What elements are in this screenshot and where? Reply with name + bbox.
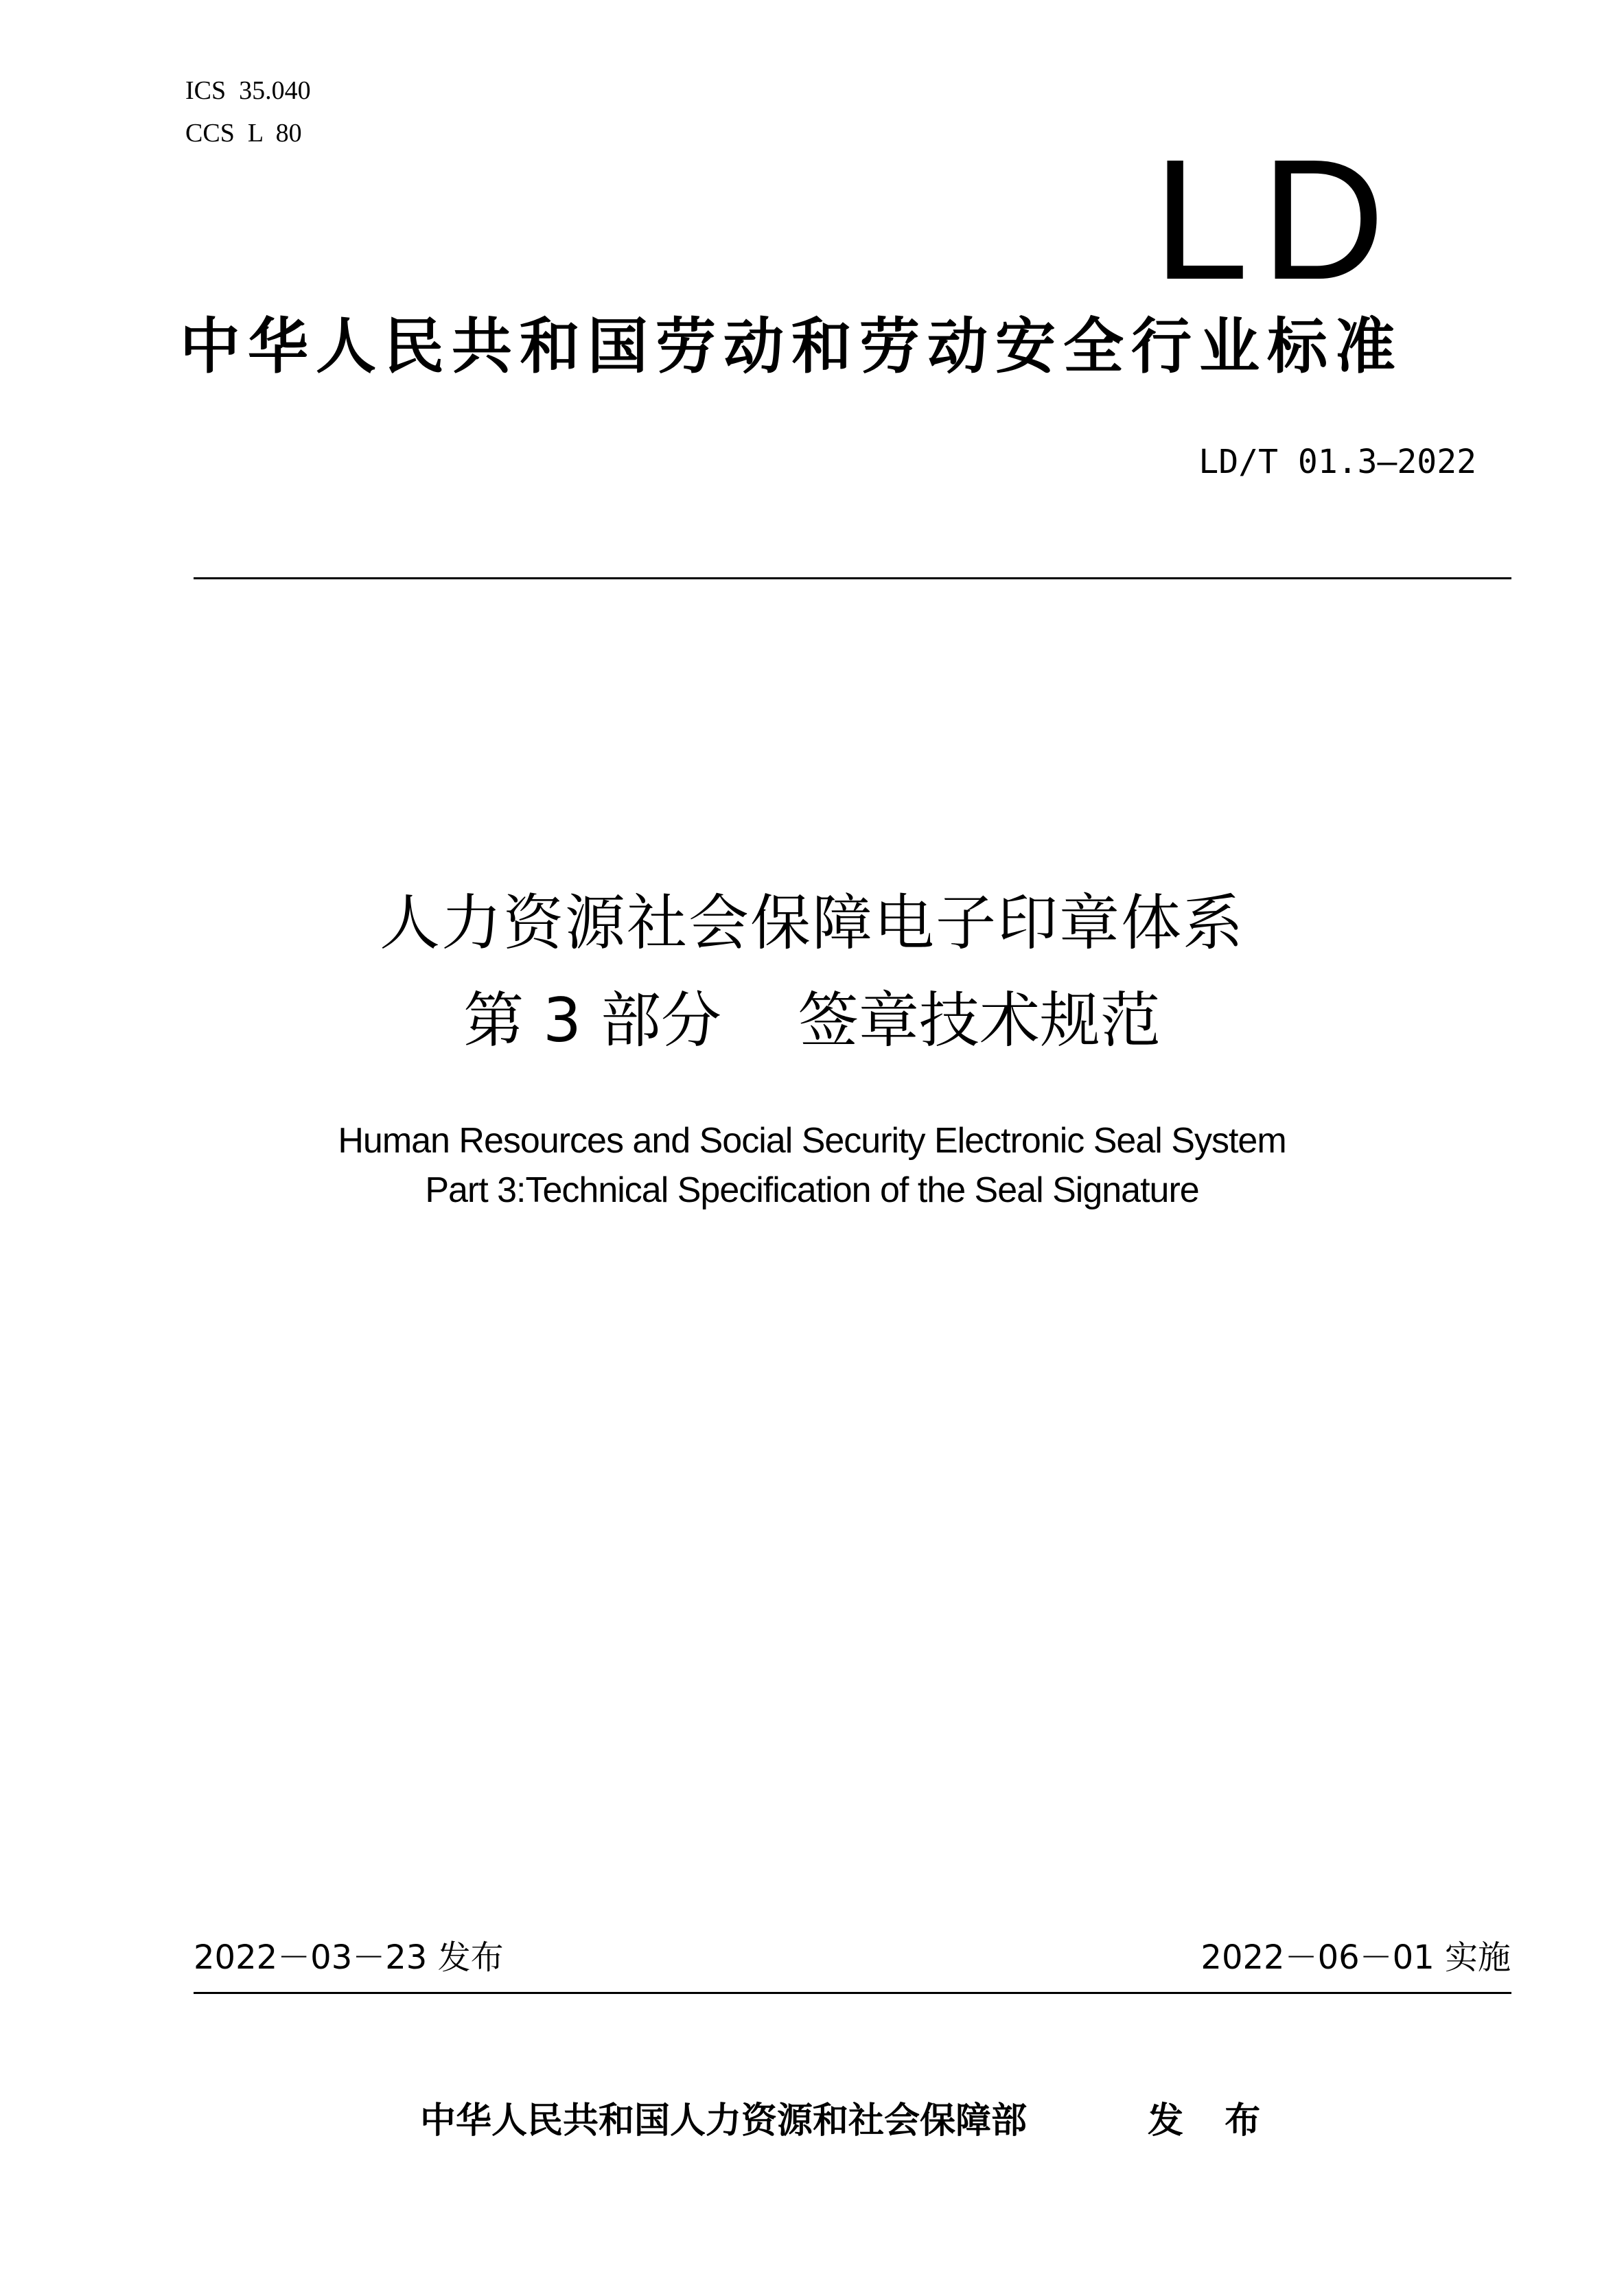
document-title-en-line1: Human Resources and Social Security Electronic Seal System [338,1121,1286,1161]
standard-number: LD/T 01.3—2022 [1198,443,1476,481]
document-title-zh-line2: 第 3 部分 签章技术规范 [463,985,1161,1056]
ccs-code: CCS L 80 [185,119,302,148]
ics-code: ICS 35.040 [185,76,311,105]
document-title-zh-line1: 人力资源社会保障电子印章体系 [379,888,1244,958]
effective-date: 2022－06－01 实施 [1200,1938,1511,1977]
industry-standard-title: 中华人民共和国劳动和劳动安全行业标准 [180,311,1404,382]
publish-date: 2022－03－23 发布 [194,1938,504,1977]
document-title-en-line2: Part 3:Technical Specification of the Seal Signature [425,1170,1199,1210]
bottom-divider [194,1992,1511,1994]
issuing-authority: 中华人民共和国人力资源和社会保障部 [420,2100,1028,2142]
ld-logo: LD [1153,124,1397,315]
issue-label: 发 布 [1148,2100,1266,2142]
top-divider [194,577,1511,579]
